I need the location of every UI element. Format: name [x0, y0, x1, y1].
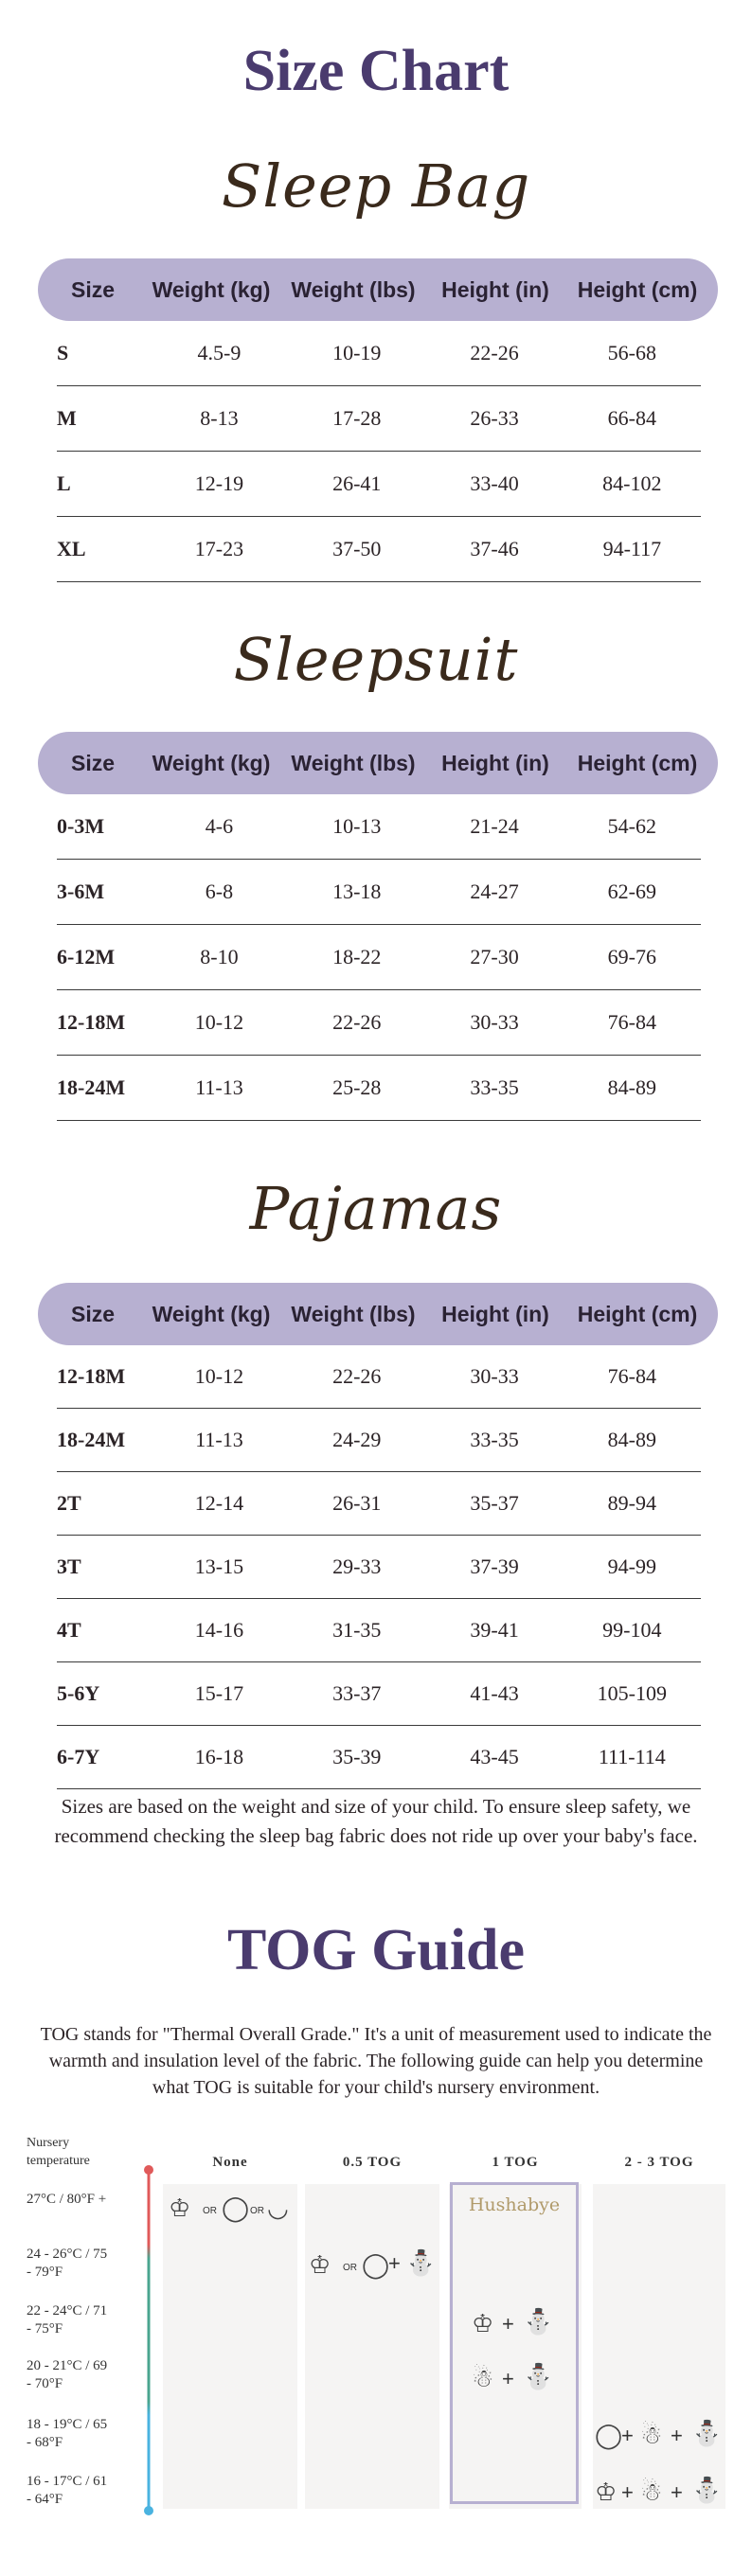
- temp-row-3: 22 - 24°C / 71 - 75°F: [27, 2303, 108, 2336]
- scale-top-dot: [144, 2165, 153, 2175]
- value-cell: 25-28: [332, 1075, 382, 1099]
- value-cell: 66-84: [607, 406, 656, 430]
- value-cell: 37-39: [470, 1554, 519, 1578]
- tog-intro: TOG stands for "Thermal Overall Grade." It's a unit of measurement used to indicate the warmth and insulation level of the fabric. The following guide can help you determine what TOG is suitable for your child's nursery environment.: [40, 2024, 712, 2098]
- value-cell: 17-28: [332, 406, 382, 430]
- sleep-bag-icon: ⛄: [523, 2363, 554, 2391]
- value-cell: 4-6: [205, 814, 234, 838]
- size-cell: 3-6M: [57, 879, 105, 903]
- or-label: OR: [343, 2263, 357, 2273]
- value-cell: 37-46: [470, 537, 519, 560]
- tog-col-header-half: 0.5 TOG: [342, 2155, 403, 2170]
- size-cell: 6-12M: [57, 945, 116, 968]
- table-row: [57, 1599, 701, 1662]
- tog-1-highlight-box: [450, 2182, 579, 2504]
- singlet-icon: ◯: [595, 2422, 623, 2450]
- size-cell: 12-18M: [57, 1010, 126, 1034]
- value-cell: 10-19: [332, 341, 382, 364]
- plus-sign: +: [671, 2424, 683, 2447]
- size-cell: S: [57, 341, 69, 364]
- plus-sign: +: [621, 2424, 634, 2447]
- value-cell: 76-84: [607, 1010, 656, 1034]
- value-cell: 8-10: [200, 945, 239, 968]
- sleep-bag-icon: ⛄: [405, 2249, 437, 2278]
- value-cell: 33-35: [470, 1428, 519, 1451]
- plus-sign: +: [502, 2312, 514, 2336]
- plus-sign: +: [671, 2480, 683, 2504]
- value-cell: 8-13: [200, 406, 239, 430]
- value-cell: 26-41: [332, 471, 382, 495]
- singlet-icon: ◯: [362, 2251, 390, 2280]
- column-header: Height (in): [441, 750, 549, 775]
- table-row: [57, 452, 701, 517]
- value-cell: 35-37: [470, 1491, 519, 1515]
- table-row: [57, 1726, 701, 1789]
- column-header: Height (cm): [577, 276, 698, 302]
- sleepsuit-icon: ☃: [640, 2478, 663, 2507]
- onesie-icon: ♔: [309, 2251, 331, 2280]
- value-cell: 84-89: [607, 1075, 656, 1099]
- size-note: Sizes are based on the weight and size of your child. To ensure sleep safety, we recommend checking the sleep bag fabric does not ride up over your baby's face.: [54, 1795, 698, 1847]
- or-label: OR: [203, 2206, 217, 2216]
- table-row: [57, 386, 701, 452]
- column-header: Weight (lbs): [291, 276, 416, 302]
- size-cell: 12-18M: [57, 1364, 126, 1388]
- tog-column-two-three: [593, 2184, 725, 2509]
- value-cell: 12-14: [194, 1491, 244, 1515]
- value-cell: 21-24: [470, 814, 519, 838]
- scale-bottom-dot: [144, 2506, 153, 2515]
- table-row: [57, 990, 701, 1056]
- value-cell: 24-27: [470, 879, 519, 903]
- pajamas-heading: Pajamas: [249, 1174, 503, 1243]
- value-cell: 39-41: [470, 1618, 519, 1642]
- value-cell: 33-37: [332, 1681, 382, 1705]
- value-cell: 26-33: [470, 406, 519, 430]
- size-cell: XL: [57, 537, 86, 560]
- onesie-icon: ♔: [169, 2194, 191, 2223]
- value-cell: 18-22: [332, 945, 382, 968]
- column-header: Weight (kg): [152, 276, 271, 302]
- value-cell: 56-68: [607, 341, 656, 364]
- page-title: Size Chart: [242, 39, 510, 103]
- nursery-temperature-label: Nursery temperature: [27, 2136, 90, 2168]
- temp-row-2: 24 - 26°C / 75 - 79°F: [27, 2247, 108, 2280]
- table-header: [38, 732, 718, 794]
- column-header: Weight (kg): [152, 750, 271, 775]
- value-cell: 84-102: [602, 471, 662, 495]
- temperature-scale: [142, 2164, 155, 2516]
- value-cell: 30-33: [470, 1010, 519, 1034]
- value-cell: 10-12: [194, 1010, 244, 1034]
- column-header: Weight (kg): [152, 1301, 271, 1326]
- sleepsuit-heading: Sleepsuit: [233, 625, 519, 694]
- sleep-bag-icon: ⛄: [523, 2308, 554, 2336]
- column-header: Weight (lbs): [291, 1301, 416, 1326]
- value-cell: 22-26: [332, 1364, 382, 1388]
- size-cell: 3T: [57, 1554, 81, 1578]
- value-cell: 16-18: [194, 1745, 244, 1768]
- column-header: Size: [70, 1301, 116, 1326]
- value-cell: 4.5-9: [197, 341, 242, 364]
- value-cell: 10-13: [332, 814, 382, 838]
- tog-col-header-none: None: [212, 2155, 248, 2170]
- table-row: [57, 517, 701, 582]
- column-header: Size: [70, 276, 116, 302]
- table-row: [57, 1409, 701, 1472]
- table-row: [57, 1345, 701, 1409]
- table-row: [57, 1662, 701, 1726]
- diaper-icon: ◡: [267, 2194, 289, 2223]
- value-cell: 99-104: [602, 1618, 662, 1642]
- table-header: [38, 258, 718, 321]
- tog-title: TOG Guide: [226, 1918, 526, 1982]
- long-sleeve-bodysuit-icon: ♔: [595, 2478, 618, 2507]
- value-cell: 22-26: [470, 341, 519, 364]
- value-cell: 31-35: [332, 1618, 382, 1642]
- temp-row-5: 18 - 19°C / 65 - 68°F: [27, 2417, 108, 2450]
- column-header: Height (cm): [577, 1301, 698, 1326]
- table-row: [57, 1472, 701, 1536]
- size-cell: M: [57, 406, 77, 430]
- sleepbag-table: [38, 258, 718, 582]
- value-cell: 11-13: [195, 1075, 243, 1099]
- plus-sign: +: [388, 2251, 401, 2275]
- sleep-bag-icon: ⛄: [691, 2420, 723, 2448]
- pajamas-table: [38, 1283, 718, 1789]
- onesie-icon: ♔: [472, 2310, 494, 2338]
- value-cell: 13-18: [332, 879, 382, 903]
- value-cell: 11-13: [195, 1428, 243, 1451]
- table-header: [38, 1283, 718, 1345]
- value-cell: 54-62: [607, 814, 656, 838]
- value-cell: 12-19: [194, 471, 244, 495]
- table-row: [57, 1056, 701, 1121]
- sleepsuit-icon: ☃: [472, 2365, 494, 2393]
- value-cell: 13-15: [194, 1554, 244, 1578]
- brand-logo: Hushabye: [468, 2194, 561, 2215]
- or-label: OR: [250, 2206, 264, 2216]
- size-cell: 2T: [57, 1491, 81, 1515]
- table-row: [57, 1536, 701, 1599]
- value-cell: 105-109: [597, 1681, 667, 1705]
- tog-col-header-two-three: 2 - 3 TOG: [624, 2155, 694, 2170]
- table-row: [57, 925, 701, 990]
- tog-column-none: [163, 2184, 297, 2509]
- temp-row-6: 16 - 17°C / 61 - 64°F: [27, 2474, 108, 2507]
- sleep-bag-icon: ⛄: [691, 2477, 723, 2505]
- value-cell: 43-45: [470, 1745, 519, 1768]
- value-cell: 30-33: [470, 1364, 519, 1388]
- value-cell: 33-40: [470, 471, 519, 495]
- value-cell: 111-114: [598, 1745, 666, 1768]
- value-cell: 94-117: [602, 537, 662, 560]
- size-cell: 18-24M: [57, 1428, 126, 1451]
- singlet-icon: ◯: [222, 2194, 250, 2223]
- value-cell: 41-43: [470, 1681, 519, 1705]
- value-cell: 24-29: [332, 1428, 382, 1451]
- column-header: Height (in): [441, 1301, 549, 1326]
- size-cell: 5-6Y: [57, 1681, 100, 1705]
- size-cell: 6-7Y: [57, 1745, 100, 1768]
- tog-column-half: [305, 2184, 439, 2509]
- column-header: Height (in): [441, 276, 549, 302]
- column-header: Height (cm): [577, 750, 698, 775]
- value-cell: 6-8: [205, 879, 234, 903]
- column-header: Weight (lbs): [291, 750, 416, 775]
- value-cell: 37-50: [332, 537, 382, 560]
- table-row: [57, 794, 701, 860]
- value-cell: 10-12: [194, 1364, 244, 1388]
- table-row: [57, 860, 701, 925]
- sleepsuit-table: [38, 732, 718, 1121]
- temp-row-4: 20 - 21°C / 69 - 70°F: [27, 2358, 108, 2391]
- value-cell: 62-69: [607, 879, 656, 903]
- value-cell: 94-99: [607, 1554, 656, 1578]
- size-cell: L: [57, 471, 71, 495]
- value-cell: 14-16: [194, 1618, 244, 1642]
- sleepsuit-icon: ☃: [640, 2422, 663, 2450]
- size-cell: 4T: [57, 1618, 81, 1642]
- value-cell: 27-30: [470, 945, 519, 968]
- value-cell: 89-94: [607, 1491, 656, 1515]
- tog-col-header-one: 1 TOG: [492, 2155, 539, 2170]
- column-header: Size: [70, 750, 116, 775]
- value-cell: 35-39: [332, 1745, 382, 1768]
- value-cell: 76-84: [607, 1364, 656, 1388]
- value-cell: 26-31: [332, 1491, 382, 1515]
- value-cell: 29-33: [332, 1554, 382, 1578]
- size-cell: 18-24M: [57, 1075, 126, 1099]
- sleepbag-heading: Sleep Bag: [221, 151, 531, 221]
- value-cell: 84-89: [607, 1428, 656, 1451]
- size-cell: 0-3M: [57, 814, 105, 838]
- plus-sign: +: [621, 2480, 634, 2504]
- value-cell: 17-23: [194, 537, 244, 560]
- value-cell: 33-35: [470, 1075, 519, 1099]
- temp-row-1: 27°C / 80°F +: [27, 2192, 107, 2207]
- plus-sign: +: [502, 2367, 514, 2390]
- value-cell: 69-76: [607, 945, 656, 968]
- table-row: [57, 321, 701, 386]
- value-cell: 22-26: [332, 1010, 382, 1034]
- value-cell: 15-17: [194, 1681, 244, 1705]
